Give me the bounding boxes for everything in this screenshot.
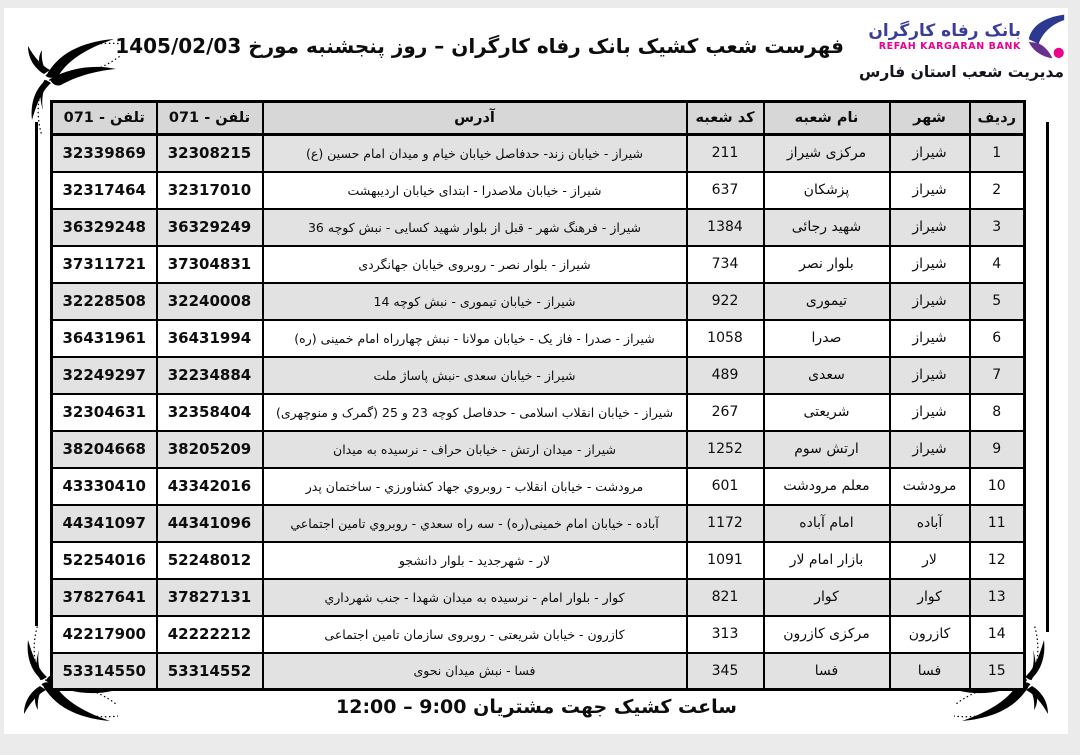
cell-phone-2: 37311721 [52, 246, 157, 283]
cell-address: شیراز - میدان ارتش - خیابان حراف - نرسیده به میدان [263, 431, 687, 468]
table-row [52, 542, 1025, 579]
column-header-branch-name: نام شعبه [764, 102, 890, 135]
cell-branch-code: 1252 [687, 431, 764, 468]
cell-row-number: 2 [970, 172, 1025, 209]
cell-branch-code: 1172 [687, 505, 764, 542]
cell-phone-2: 38204668 [52, 431, 157, 468]
cell-address: فسا - نبش میدان نحوی [263, 653, 687, 690]
cell-row-number: 9 [970, 431, 1025, 468]
cell-city: شیراز [890, 394, 970, 431]
cell-branch-name: شریعتی [764, 394, 890, 431]
cell-branch-code: 267 [687, 394, 764, 431]
cell-branch-name: کوار [764, 579, 890, 616]
cell-row-number: 11 [970, 505, 1025, 542]
cell-phone-1: 52248012 [157, 542, 263, 579]
cell-city: فسا [890, 653, 970, 690]
cell-branch-name: شهید رجائی [764, 209, 890, 246]
cell-branch-code: 1384 [687, 209, 764, 246]
cell-row-number: 5 [970, 283, 1025, 320]
cell-branch-code: 313 [687, 616, 764, 653]
cell-branch-code: 489 [687, 357, 764, 394]
cell-city: شیراز [890, 283, 970, 320]
cell-phone-2: 36431961 [52, 320, 157, 357]
cell-address: لار - شهرجدید - بلوار دانشجو [263, 542, 687, 579]
cell-phone-1: 32234884 [157, 357, 263, 394]
column-header-address: آدرس [263, 102, 687, 135]
table-row [52, 172, 1025, 209]
cell-city: آباده [890, 505, 970, 542]
header-row [52, 102, 1025, 135]
cell-branch-code: 601 [687, 468, 764, 505]
cell-phone-2: 43330410 [52, 468, 157, 505]
bank-name-english: REFAH KARGARAN BANK [878, 41, 1021, 52]
cell-row-number: 14 [970, 616, 1025, 653]
cell-branch-name: امام آباده [764, 505, 890, 542]
cell-branch-name: معلم مرودشت [764, 468, 890, 505]
cell-branch-name: تیموری [764, 283, 890, 320]
cell-branch-name: صدرا [764, 320, 890, 357]
table-row [52, 357, 1025, 394]
cell-phone-1: 36431994 [157, 320, 263, 357]
column-header-branch-code: کد شعبه [687, 102, 764, 135]
cell-address: کوار - بلوار امام - نرسیده به میدان شهدا - جنب شهرداري [263, 579, 687, 616]
cell-phone-2: 32249297 [52, 357, 157, 394]
cell-phone-1: 38205209 [157, 431, 263, 468]
cell-address: شیراز - خیابان تیموری - نبش کوچه 14 [263, 283, 687, 320]
table-row [52, 579, 1025, 616]
cell-phone-1: 42222212 [157, 616, 263, 653]
table-row [52, 431, 1025, 468]
table-body [52, 135, 1025, 690]
left-border-line [35, 122, 38, 626]
cell-address: شیراز - صدرا - فاز یک - خیابان مولانا - نبش چهارراه امام خمینی (ره) [263, 320, 687, 357]
cell-phone-1: 43342016 [157, 468, 263, 505]
cell-address: شیراز - فرهنگ شهر - قبل از بلوار شهید کسایی - نبش کوچه 36 [263, 209, 687, 246]
cell-branch-code: 821 [687, 579, 764, 616]
cell-branch-name: بازار امام لار [764, 542, 890, 579]
cell-phone-1: 32317010 [157, 172, 263, 209]
table-header [52, 102, 1025, 135]
page-background [4, 8, 1068, 734]
cell-row-number: 12 [970, 542, 1025, 579]
table-row [52, 468, 1025, 505]
cell-city: شیراز [890, 172, 970, 209]
table-row [52, 394, 1025, 431]
cell-phone-1: 37304831 [157, 246, 263, 283]
cell-address: شیراز - خیابان زند- حدفاصل خیابان خیام و میدان امام حسین (ع) [263, 135, 687, 172]
cell-row-number: 13 [970, 579, 1025, 616]
cell-phone-1: 32240008 [157, 283, 263, 320]
cell-address: شیراز - خیابان انقلاب اسلامی - حدفاصل کوچه 23 و 25 (گمرک و منوچهری) [263, 394, 687, 431]
cell-city: کوار [890, 579, 970, 616]
cell-city: شیراز [890, 246, 970, 283]
cell-city: لار [890, 542, 970, 579]
cell-row-number: 7 [970, 357, 1025, 394]
branch-management-label: مدیریت شعب استان فارس [858, 63, 1064, 81]
cell-branch-code: 1058 [687, 320, 764, 357]
cell-phone-1: 53314552 [157, 653, 263, 690]
cell-address: شیراز - خیابان سعدی -نبش پاساژ ملت [263, 357, 687, 394]
table-row [52, 505, 1025, 542]
bank-name-farsi: بانک رفاه کارگران [868, 21, 1021, 41]
cell-branch-code: 734 [687, 246, 764, 283]
cell-phone-2: 53314550 [52, 653, 157, 690]
cell-row-number: 1 [970, 135, 1025, 172]
cell-phone-1: 36329249 [157, 209, 263, 246]
cell-branch-code: 922 [687, 283, 764, 320]
cell-phone-2: 32304631 [52, 394, 157, 431]
cell-row-number: 15 [970, 653, 1025, 690]
cell-city: شیراز [890, 135, 970, 172]
table-row [52, 320, 1025, 357]
cell-address: آباده - خیابان امام خمینی(ره) - سه راه سعدي - روبروي تامین اجتماعي [263, 505, 687, 542]
right-border-line [1046, 122, 1049, 632]
cell-branch-code: 637 [687, 172, 764, 209]
table-row [52, 283, 1025, 320]
cell-branch-code: 345 [687, 653, 764, 690]
cell-branch-name: ارتش سوم [764, 431, 890, 468]
cell-row-number: 3 [970, 209, 1025, 246]
table-row [52, 653, 1025, 690]
cell-city: شیراز [890, 209, 970, 246]
cell-branch-name: پزشکان [764, 172, 890, 209]
column-header-phone-2: تلفن - 071 [52, 102, 157, 135]
column-header-row-number: ردیف [970, 102, 1025, 135]
cell-city: شیراز [890, 320, 970, 357]
cell-branch-code: 1091 [687, 542, 764, 579]
cell-phone-1: 44341096 [157, 505, 263, 542]
cell-phone-2: 37827641 [52, 579, 157, 616]
branches-table [50, 100, 1026, 691]
bank-logo-text [868, 21, 1021, 52]
cell-phone-2: 32339869 [52, 135, 157, 172]
cell-branch-name: فسا [764, 653, 890, 690]
cell-phone-2: 36329248 [52, 209, 157, 246]
column-header-city: شهر [890, 102, 970, 135]
cell-phone-2: 44341097 [52, 505, 157, 542]
cell-phone-1: 32308215 [157, 135, 263, 172]
cell-branch-name: مرکزی کازرون [764, 616, 890, 653]
cell-city: کازرون [890, 616, 970, 653]
cell-city: مرودشت [890, 468, 970, 505]
cell-row-number: 4 [970, 246, 1025, 283]
cell-address: شیراز - خیابان ملاصدرا - ابتدای خیابان اردیبهشت [263, 172, 687, 209]
cell-address: کازرون - خیابان شریعتی - روبروی سازمان تامین اجتماعی [263, 616, 687, 653]
cell-phone-2: 32228508 [52, 283, 157, 320]
page-title: فهرست شعب کشیک بانک رفاه کارگران – روز پنجشنبه مورخ 1405/02/03 [115, 34, 844, 58]
cell-row-number: 8 [970, 394, 1025, 431]
cell-city: شیراز [890, 431, 970, 468]
cell-branch-code: 211 [687, 135, 764, 172]
cell-address: شیراز - بلوار نصر - روبروی خیابان جهانگردی [263, 246, 687, 283]
table-row [52, 616, 1025, 653]
table-row [52, 209, 1025, 246]
footer-hours: ساعت کشیک جهت مشتریان 9:00 – 12:00 [336, 696, 737, 718]
cell-phone-2: 42217900 [52, 616, 157, 653]
bank-logo [868, 13, 1066, 60]
cell-phone-2: 32317464 [52, 172, 157, 209]
table-row [52, 135, 1025, 172]
cell-row-number: 10 [970, 468, 1025, 505]
cell-phone-1: 32358404 [157, 394, 263, 431]
cell-phone-2: 52254016 [52, 542, 157, 579]
cell-address: مرودشت - خیابان انقلاب - روبروي جهاد کشاورزي - ساختمان پدر [263, 468, 687, 505]
table-row [52, 246, 1025, 283]
cell-branch-name: بلوار نصر [764, 246, 890, 283]
cell-row-number: 6 [970, 320, 1025, 357]
bank-logo-icon [1026, 13, 1066, 60]
column-header-phone-1: تلفن - 071 [157, 102, 263, 135]
cell-branch-name: مرکزی شیراز [764, 135, 890, 172]
cell-city: شیراز [890, 357, 970, 394]
cell-branch-name: سعدی [764, 357, 890, 394]
cell-phone-1: 37827131 [157, 579, 263, 616]
